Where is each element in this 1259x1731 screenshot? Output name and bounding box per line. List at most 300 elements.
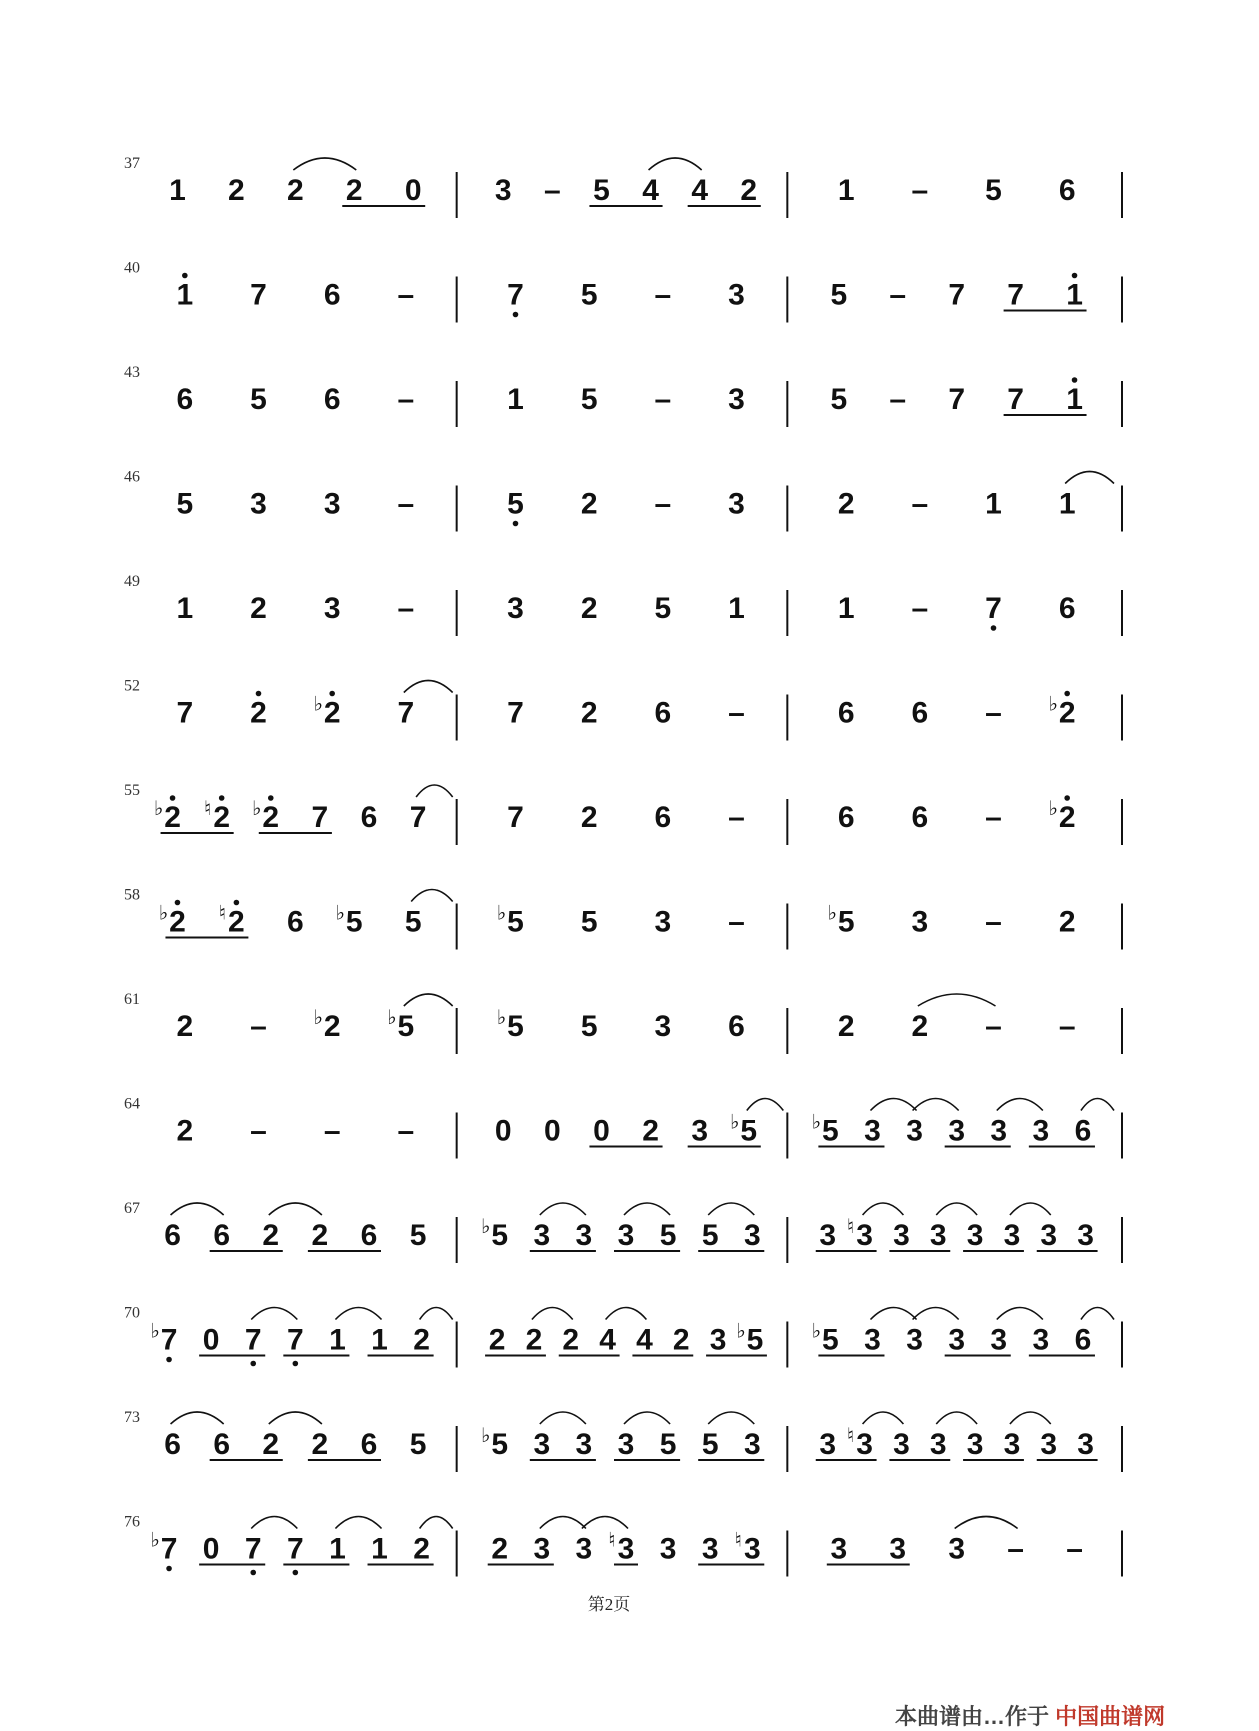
dash-extender: – bbox=[911, 174, 929, 207]
note-2: 2 bbox=[488, 1323, 506, 1357]
note-6: 6 bbox=[1058, 592, 1076, 625]
watermark-brand: 中国曲谱网 bbox=[1055, 1704, 1166, 1729]
note-5: 5 bbox=[507, 487, 524, 521]
note-3: 3 bbox=[856, 1428, 873, 1461]
octave-down-dot bbox=[513, 521, 519, 527]
tie-slur bbox=[624, 1412, 670, 1424]
dash-extender: – bbox=[889, 383, 907, 416]
note-2: 2 bbox=[1058, 801, 1076, 834]
note-3: 3 bbox=[929, 1219, 947, 1252]
note-6: 6 bbox=[1074, 1323, 1092, 1357]
dash-extender: – bbox=[728, 801, 745, 834]
octave-down-dot bbox=[250, 1361, 256, 1367]
tie-slur bbox=[404, 681, 453, 693]
note-3: 3 bbox=[1003, 1219, 1021, 1252]
note-6: 6 bbox=[213, 1219, 231, 1252]
note-3: 3 bbox=[906, 1114, 923, 1148]
note-2: 2 bbox=[228, 905, 245, 939]
note-2: 2 bbox=[345, 174, 363, 207]
note-3: 3 bbox=[819, 1219, 837, 1252]
tie-slur bbox=[411, 890, 452, 902]
note-7: 7 bbox=[1007, 278, 1024, 312]
tie-slur bbox=[540, 1203, 586, 1215]
note-3: 3 bbox=[1003, 1428, 1021, 1461]
octave-up-dot bbox=[1064, 691, 1070, 697]
octave-down-dot bbox=[250, 1570, 256, 1576]
system-46 bbox=[124, 469, 1122, 532]
tie-slur bbox=[335, 1308, 381, 1320]
note-2: 2 bbox=[580, 696, 598, 730]
tie-slur bbox=[913, 1308, 959, 1320]
note-6: 6 bbox=[1058, 174, 1076, 207]
note-3: 3 bbox=[948, 1114, 966, 1148]
dash-extender: – bbox=[889, 278, 907, 312]
note-6: 6 bbox=[286, 905, 304, 939]
measure-number: 46 bbox=[124, 468, 140, 486]
note-7: 7 bbox=[286, 1532, 304, 1566]
note-7: 7 bbox=[397, 696, 415, 730]
note-2: 2 bbox=[580, 592, 598, 625]
dash-extender: – bbox=[397, 592, 415, 625]
octave-down-dot bbox=[991, 625, 997, 631]
note-6: 6 bbox=[654, 696, 672, 730]
tie-slur bbox=[269, 1203, 322, 1215]
note-3: 3 bbox=[864, 1114, 881, 1148]
flat-sign: ♭ bbox=[496, 1005, 507, 1029]
note-7: 7 bbox=[507, 278, 524, 312]
note-1: 1 bbox=[1058, 487, 1076, 521]
note-2: 2 bbox=[837, 1010, 855, 1043]
note-7: 7 bbox=[409, 801, 427, 834]
measure-number: 55 bbox=[124, 782, 140, 799]
system-55 bbox=[124, 782, 1122, 845]
note-5: 5 bbox=[409, 1428, 427, 1461]
flat-sign: ♭ bbox=[252, 796, 262, 820]
flat-sign: ♭ bbox=[811, 1109, 822, 1134]
note-6: 6 bbox=[360, 1428, 378, 1461]
tie-slur bbox=[404, 994, 453, 1006]
tie-slur bbox=[251, 1517, 297, 1529]
note-3: 3 bbox=[893, 1428, 910, 1461]
tie-slur bbox=[335, 1517, 381, 1529]
measure-number: 58 bbox=[124, 886, 140, 904]
note-6: 6 bbox=[164, 1428, 181, 1461]
dash-extender: – bbox=[1058, 1010, 1076, 1043]
note-2: 2 bbox=[250, 592, 267, 625]
note-2: 2 bbox=[323, 696, 341, 730]
octave-down-dot bbox=[513, 312, 519, 318]
note-2: 2 bbox=[169, 905, 186, 939]
note-3: 3 bbox=[929, 1428, 947, 1461]
tie-slur bbox=[540, 1517, 586, 1529]
note-4: 4 bbox=[642, 174, 659, 207]
dash-extender: – bbox=[985, 1010, 1002, 1043]
dash-extender: – bbox=[323, 1114, 341, 1148]
note-1: 1 bbox=[837, 592, 855, 625]
note-5: 5 bbox=[580, 1010, 598, 1043]
octave-down-dot bbox=[293, 1361, 299, 1367]
note-1: 1 bbox=[169, 174, 186, 207]
note-2: 2 bbox=[911, 1010, 929, 1043]
note-1: 1 bbox=[1066, 278, 1083, 312]
note-3: 3 bbox=[948, 1532, 966, 1566]
system-43 bbox=[124, 364, 1122, 427]
note-3: 3 bbox=[966, 1428, 984, 1461]
tie-slur bbox=[997, 1308, 1043, 1320]
note-3: 3 bbox=[819, 1428, 837, 1461]
note-3: 3 bbox=[728, 487, 745, 521]
note-2: 2 bbox=[740, 174, 758, 207]
measure-number: 67 bbox=[124, 1200, 140, 1217]
note-2: 2 bbox=[413, 1532, 430, 1566]
system-49 bbox=[124, 573, 1122, 636]
system-76 bbox=[124, 1514, 1122, 1577]
measure-number: 40 bbox=[124, 259, 140, 277]
note-7: 7 bbox=[1007, 383, 1024, 416]
flat-sign: ♭ bbox=[480, 1214, 491, 1238]
dash-extender: – bbox=[397, 278, 415, 312]
dash-extender: – bbox=[985, 696, 1002, 730]
dash-extender: – bbox=[543, 174, 561, 207]
octave-up-dot bbox=[1064, 795, 1070, 801]
note-3: 3 bbox=[1032, 1114, 1050, 1148]
octave-up-dot bbox=[329, 691, 335, 697]
note-2: 2 bbox=[262, 1428, 280, 1461]
measure-number: 37 bbox=[124, 155, 140, 172]
system-70 bbox=[124, 1305, 1122, 1368]
note-3: 3 bbox=[323, 592, 341, 625]
note-3: 3 bbox=[966, 1219, 984, 1252]
tie-slur bbox=[936, 1203, 977, 1215]
note-6: 6 bbox=[728, 1010, 745, 1043]
note-3: 3 bbox=[659, 1532, 677, 1566]
tie-slur bbox=[540, 1412, 586, 1424]
note-3: 3 bbox=[911, 905, 929, 939]
dash-extender: – bbox=[397, 1114, 415, 1148]
tie-slur bbox=[997, 1099, 1043, 1111]
note-5: 5 bbox=[507, 905, 524, 939]
note-6: 6 bbox=[1074, 1114, 1092, 1148]
note-5: 5 bbox=[701, 1219, 719, 1252]
note-3: 3 bbox=[533, 1219, 551, 1252]
note-0: 0 bbox=[593, 1114, 610, 1148]
system-61 bbox=[124, 991, 1122, 1054]
system-40 bbox=[124, 260, 1122, 323]
note-2: 2 bbox=[642, 1114, 659, 1148]
note-5: 5 bbox=[345, 905, 363, 939]
note-5: 5 bbox=[659, 1428, 677, 1461]
flat-sign: ♭ bbox=[150, 1318, 160, 1343]
tie-slur bbox=[870, 1308, 916, 1320]
note-5: 5 bbox=[491, 1219, 509, 1252]
octave-up-dot bbox=[256, 691, 262, 697]
note-6: 6 bbox=[911, 801, 929, 834]
note-6: 6 bbox=[323, 383, 341, 416]
tie-slur bbox=[863, 1203, 904, 1215]
note-3: 3 bbox=[617, 1532, 635, 1566]
note-5: 5 bbox=[740, 1114, 758, 1148]
note-7: 7 bbox=[507, 696, 524, 730]
note-3: 3 bbox=[864, 1323, 881, 1357]
flat-sign: ♭ bbox=[496, 900, 507, 925]
note-3: 3 bbox=[533, 1532, 551, 1566]
note-3: 3 bbox=[701, 1532, 719, 1566]
note-3: 3 bbox=[889, 1532, 907, 1566]
note-5: 5 bbox=[404, 905, 422, 939]
note-3: 3 bbox=[507, 592, 524, 625]
note-2: 2 bbox=[580, 801, 598, 834]
note-5: 5 bbox=[593, 174, 610, 207]
note-3: 3 bbox=[856, 1219, 873, 1252]
note-3: 3 bbox=[250, 487, 267, 521]
system-67 bbox=[124, 1200, 1122, 1263]
flat-sign: ♭ bbox=[335, 900, 345, 925]
flat-sign: ♭ bbox=[480, 1423, 491, 1447]
note-3: 3 bbox=[728, 278, 745, 312]
dash-extender: – bbox=[654, 383, 672, 416]
note-7: 7 bbox=[160, 1323, 178, 1357]
natural-sign: ♮ bbox=[734, 1527, 742, 1552]
note-3: 3 bbox=[990, 1114, 1008, 1148]
note-2: 2 bbox=[176, 1114, 194, 1148]
flat-sign: ♭ bbox=[730, 1109, 740, 1134]
flat-sign: ♭ bbox=[1048, 796, 1058, 820]
note-3: 3 bbox=[654, 1010, 672, 1043]
note-0: 0 bbox=[404, 174, 422, 207]
note-5: 5 bbox=[830, 278, 848, 312]
note-7: 7 bbox=[244, 1532, 262, 1566]
note-7: 7 bbox=[244, 1323, 262, 1357]
note-5: 5 bbox=[580, 383, 598, 416]
note-3: 3 bbox=[323, 487, 341, 521]
note-3: 3 bbox=[990, 1323, 1008, 1357]
note-6: 6 bbox=[213, 1428, 231, 1461]
flat-sign: ♭ bbox=[150, 1527, 160, 1552]
octave-down-dot bbox=[293, 1570, 299, 1576]
note-7: 7 bbox=[948, 278, 966, 312]
tie-slur bbox=[1081, 1308, 1114, 1320]
note-2: 2 bbox=[250, 696, 267, 730]
octave-up-dot bbox=[170, 795, 176, 801]
note-6: 6 bbox=[654, 801, 672, 834]
note-2: 2 bbox=[491, 1532, 509, 1566]
note-5: 5 bbox=[830, 383, 848, 416]
note-7: 7 bbox=[948, 383, 966, 416]
measure-number: 52 bbox=[124, 677, 140, 695]
tie-slur bbox=[747, 1099, 784, 1111]
dash-extender: – bbox=[654, 487, 672, 521]
note-5: 5 bbox=[654, 592, 672, 625]
note-6: 6 bbox=[837, 801, 855, 834]
octave-up-dot bbox=[234, 900, 240, 906]
tie-slur bbox=[936, 1412, 977, 1424]
note-3: 3 bbox=[743, 1532, 761, 1566]
dash-extender: – bbox=[728, 905, 745, 939]
note-1: 1 bbox=[985, 487, 1002, 521]
dash-extender: – bbox=[654, 278, 672, 312]
page-number: 第2页 bbox=[587, 1595, 631, 1614]
tie-slur bbox=[955, 1517, 1018, 1529]
flat-sign: ♭ bbox=[1048, 691, 1058, 716]
note-5: 5 bbox=[250, 383, 267, 416]
note-3: 3 bbox=[728, 383, 745, 416]
note-5: 5 bbox=[491, 1428, 509, 1461]
octave-up-dot bbox=[1072, 273, 1078, 279]
note-2: 2 bbox=[286, 174, 304, 207]
note-3: 3 bbox=[893, 1219, 910, 1252]
tie-slur bbox=[708, 1412, 754, 1424]
tie-slur bbox=[1010, 1203, 1051, 1215]
note-3: 3 bbox=[1040, 1428, 1058, 1461]
tie-slur bbox=[913, 1099, 959, 1111]
measure-number: 73 bbox=[124, 1409, 140, 1426]
measure-number: 70 bbox=[124, 1304, 140, 1322]
measure-number: 64 bbox=[124, 1095, 140, 1113]
note-2: 2 bbox=[525, 1323, 543, 1357]
tie-slur bbox=[1065, 472, 1114, 484]
dash-extender: – bbox=[1007, 1532, 1024, 1566]
note-1: 1 bbox=[837, 174, 855, 207]
note-2: 2 bbox=[323, 1010, 341, 1043]
note-5: 5 bbox=[580, 905, 598, 939]
flat-sign: ♭ bbox=[153, 796, 164, 820]
tie-slur bbox=[1010, 1412, 1051, 1424]
note-7: 7 bbox=[507, 801, 524, 834]
octave-down-dot bbox=[166, 1566, 172, 1572]
note-5: 5 bbox=[176, 487, 194, 521]
note-5: 5 bbox=[397, 1010, 415, 1043]
tie-slur bbox=[420, 1308, 453, 1320]
note-3: 3 bbox=[709, 1323, 727, 1357]
tie-slur bbox=[649, 158, 702, 170]
note-7: 7 bbox=[985, 592, 1002, 625]
note-7: 7 bbox=[250, 278, 267, 312]
octave-up-dot bbox=[219, 795, 225, 801]
note-3: 3 bbox=[494, 174, 512, 207]
measure-number: 61 bbox=[124, 991, 140, 1008]
note-5: 5 bbox=[507, 1010, 524, 1043]
measure-number: 43 bbox=[124, 364, 140, 381]
note-3: 3 bbox=[575, 1219, 593, 1252]
octave-up-dot bbox=[175, 900, 181, 906]
octave-up-dot bbox=[268, 795, 274, 801]
tie-slur bbox=[269, 1412, 322, 1424]
system-58 bbox=[124, 887, 1122, 950]
tie-slur bbox=[708, 1203, 754, 1215]
note-2: 2 bbox=[164, 801, 181, 834]
note-1: 1 bbox=[728, 592, 745, 625]
note-4: 4 bbox=[636, 1323, 653, 1357]
note-5: 5 bbox=[580, 278, 598, 312]
note-0: 0 bbox=[202, 1532, 220, 1566]
note-0: 0 bbox=[202, 1323, 220, 1357]
tie-slur bbox=[293, 158, 356, 170]
note-5: 5 bbox=[701, 1428, 719, 1461]
note-6: 6 bbox=[360, 1219, 378, 1252]
note-3: 3 bbox=[575, 1428, 593, 1461]
measure-number: 76 bbox=[124, 1513, 140, 1531]
natural-sign: ♮ bbox=[218, 900, 226, 925]
note-7: 7 bbox=[286, 1323, 304, 1357]
tie-slur bbox=[606, 1308, 647, 1320]
note-2: 2 bbox=[228, 174, 245, 207]
note-1: 1 bbox=[176, 278, 194, 312]
note-5: 5 bbox=[659, 1219, 677, 1252]
tie-slur bbox=[863, 1412, 904, 1424]
watermark-text: 本曲谱由…作于 bbox=[895, 1704, 1050, 1729]
dash-extender: – bbox=[397, 487, 415, 521]
tie-slur bbox=[171, 1412, 224, 1424]
flat-sign: ♭ bbox=[827, 900, 837, 925]
note-1: 1 bbox=[371, 1323, 388, 1357]
note-0: 0 bbox=[543, 1114, 561, 1148]
note-3: 3 bbox=[743, 1219, 761, 1252]
tie-slur bbox=[420, 1517, 453, 1529]
note-3: 3 bbox=[1040, 1219, 1058, 1252]
tie-slur bbox=[1081, 1099, 1114, 1111]
note-5: 5 bbox=[822, 1323, 839, 1357]
system-52 bbox=[124, 678, 1122, 741]
note-6: 6 bbox=[911, 696, 929, 730]
note-1: 1 bbox=[329, 1532, 346, 1566]
note-3: 3 bbox=[617, 1219, 635, 1252]
note-2: 2 bbox=[580, 487, 598, 521]
flat-sign: ♭ bbox=[313, 1005, 323, 1029]
natural-sign: ♮ bbox=[847, 1214, 855, 1238]
note-5: 5 bbox=[985, 174, 1002, 207]
flat-sign: ♭ bbox=[313, 691, 323, 716]
note-3: 3 bbox=[743, 1428, 761, 1461]
note-3: 3 bbox=[533, 1428, 551, 1461]
note-2: 2 bbox=[1058, 696, 1076, 730]
dash-extender: – bbox=[985, 905, 1002, 939]
flat-sign: ♭ bbox=[387, 1005, 397, 1029]
tie-slur bbox=[171, 1203, 224, 1215]
note-1: 1 bbox=[507, 383, 524, 416]
note-1: 1 bbox=[371, 1532, 388, 1566]
tie-slur bbox=[918, 994, 996, 1006]
measure-number: 49 bbox=[124, 573, 140, 590]
dash-extender: – bbox=[397, 383, 415, 416]
note-5: 5 bbox=[746, 1323, 764, 1357]
note-5: 5 bbox=[837, 905, 855, 939]
dash-extender: – bbox=[1066, 1532, 1083, 1566]
octave-up-dot bbox=[1072, 377, 1078, 383]
note-3: 3 bbox=[830, 1532, 848, 1566]
note-3: 3 bbox=[575, 1532, 593, 1566]
note-2: 2 bbox=[413, 1323, 430, 1357]
note-2: 2 bbox=[672, 1323, 690, 1357]
tie-slur bbox=[624, 1203, 670, 1215]
tie-slur bbox=[582, 1517, 628, 1529]
note-2: 2 bbox=[176, 1010, 194, 1043]
note-3: 3 bbox=[654, 905, 672, 939]
note-2: 2 bbox=[262, 1219, 280, 1252]
note-3: 3 bbox=[691, 1114, 709, 1148]
note-6: 6 bbox=[164, 1219, 181, 1252]
note-7: 7 bbox=[176, 696, 194, 730]
flat-sign: ♭ bbox=[736, 1318, 746, 1343]
note-7: 7 bbox=[311, 801, 329, 834]
dash-extender: – bbox=[728, 696, 745, 730]
note-5: 5 bbox=[409, 1219, 427, 1252]
note-6: 6 bbox=[837, 696, 855, 730]
dash-extender: – bbox=[985, 801, 1002, 834]
natural-sign: ♮ bbox=[847, 1423, 855, 1447]
note-2: 2 bbox=[837, 487, 855, 521]
note-3: 3 bbox=[617, 1428, 635, 1461]
note-6: 6 bbox=[323, 278, 341, 312]
